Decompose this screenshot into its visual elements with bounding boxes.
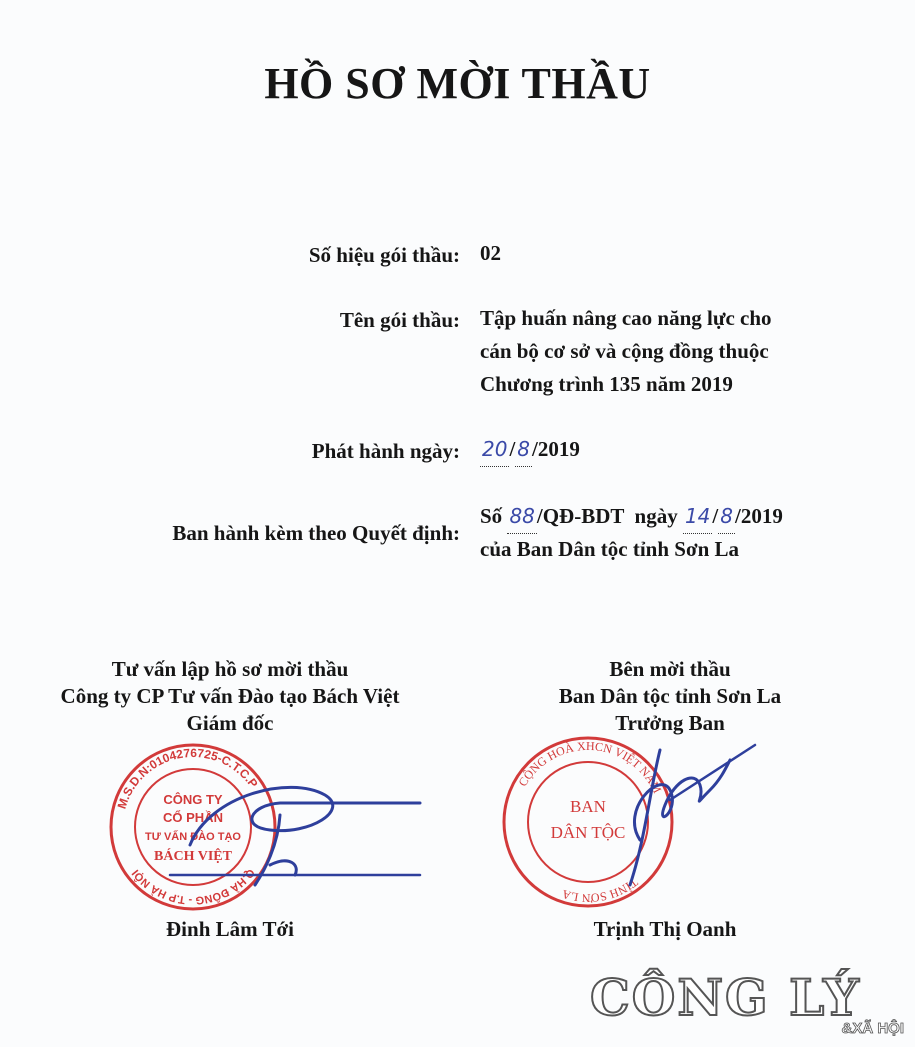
right-signatory-line-1: Bên mời thầu xyxy=(609,657,731,681)
government-stamp-ring-text: CỘNG HOÀ XHCN VIỆT NAM xyxy=(515,738,665,796)
decision-line-1: Số 88/QĐ-BDT ngày 14/ 8/2019 xyxy=(480,500,783,534)
decision-number-handwritten: 88 xyxy=(507,500,536,534)
decision-day-handwritten: 14 xyxy=(683,500,712,534)
decision-code: /QĐ-BDT ngày xyxy=(536,504,678,528)
package-name-label: Tên gói thầu: xyxy=(339,308,460,332)
issue-date-label: Phát hành ngày: xyxy=(311,439,460,463)
left-signatory-line-3: Giám đốc xyxy=(186,711,274,735)
watermark-main-text: CÔNG LÝ xyxy=(590,968,861,1027)
issue-year: /2019 xyxy=(532,437,580,461)
company-stamp-center-4: BÁCH VIỆT xyxy=(154,849,232,864)
company-stamp-ring-text: M.S.D.N:0104276725-C.T.C.P xyxy=(114,745,261,811)
government-stamp-center-1: BAN xyxy=(570,797,606,816)
government-stamp-ring-bottom: TỈNH SƠN LA xyxy=(560,875,641,906)
left-signatory-name: Đinh Lâm Tới xyxy=(166,917,294,941)
issue-date-value: 20/ 8/2019 xyxy=(480,433,580,467)
issue-month-handwritten: 8 xyxy=(515,433,532,467)
decision-line-2: của Ban Dân tộc tỉnh Sơn La xyxy=(480,537,740,561)
watermark-sub-text: &XÃ HỘI xyxy=(841,1020,904,1037)
right-signature-icon xyxy=(600,730,770,900)
left-signatory-block xyxy=(10,656,450,737)
decision-month-handwritten: 8 xyxy=(718,500,735,534)
decision-prefix: Số xyxy=(480,504,503,528)
company-stamp-center-3: TƯ VẤN ĐÀO TẠO xyxy=(145,831,241,843)
package-name-line-3: Chương trình 135 năm 2019 xyxy=(480,372,733,396)
document-title: HỒ SƠ MỜI THẦU xyxy=(264,59,651,108)
right-signatory-line-2: Ban Dân tộc tỉnh Sơn La xyxy=(558,684,782,708)
right-signatory-name: Trịnh Thị Oanh xyxy=(593,917,737,941)
issue-day-handwritten: 20 xyxy=(480,433,509,467)
left-signature-icon xyxy=(150,775,440,895)
left-signatory-line-2: Công ty CP Tư vấn Đào tạo Bách Việt xyxy=(60,684,400,708)
government-stamp-center-2: DÂN TỘC xyxy=(550,823,626,842)
package-number-label: Số hiệu gói thầu: xyxy=(308,243,460,267)
company-stamp-center-2: CỔ PHẦN xyxy=(163,810,223,825)
decision-label: Ban hành kèm theo Quyết định: xyxy=(172,521,460,545)
company-stamp-center-1: CÔNG TY xyxy=(163,792,223,807)
left-signatory-line-1: Tư vấn lập hồ sơ mời thầu xyxy=(111,657,349,681)
company-stamp-ring-bottom: Q.HÀ ĐÔNG - T.P HÀ NỘI xyxy=(129,866,257,907)
decision-year: /2019 xyxy=(734,504,783,528)
congly-watermark-logo xyxy=(590,968,910,1038)
package-name-line-1: Tập huấn nâng cao năng lực cho xyxy=(480,306,772,330)
package-name-line-2: cán bộ cơ sở và cộng đồng thuộc xyxy=(480,339,769,363)
right-signatory-line-3: Trưởng Ban xyxy=(615,711,725,735)
right-signatory-block xyxy=(505,656,835,737)
package-number-value: 02 xyxy=(480,241,501,265)
